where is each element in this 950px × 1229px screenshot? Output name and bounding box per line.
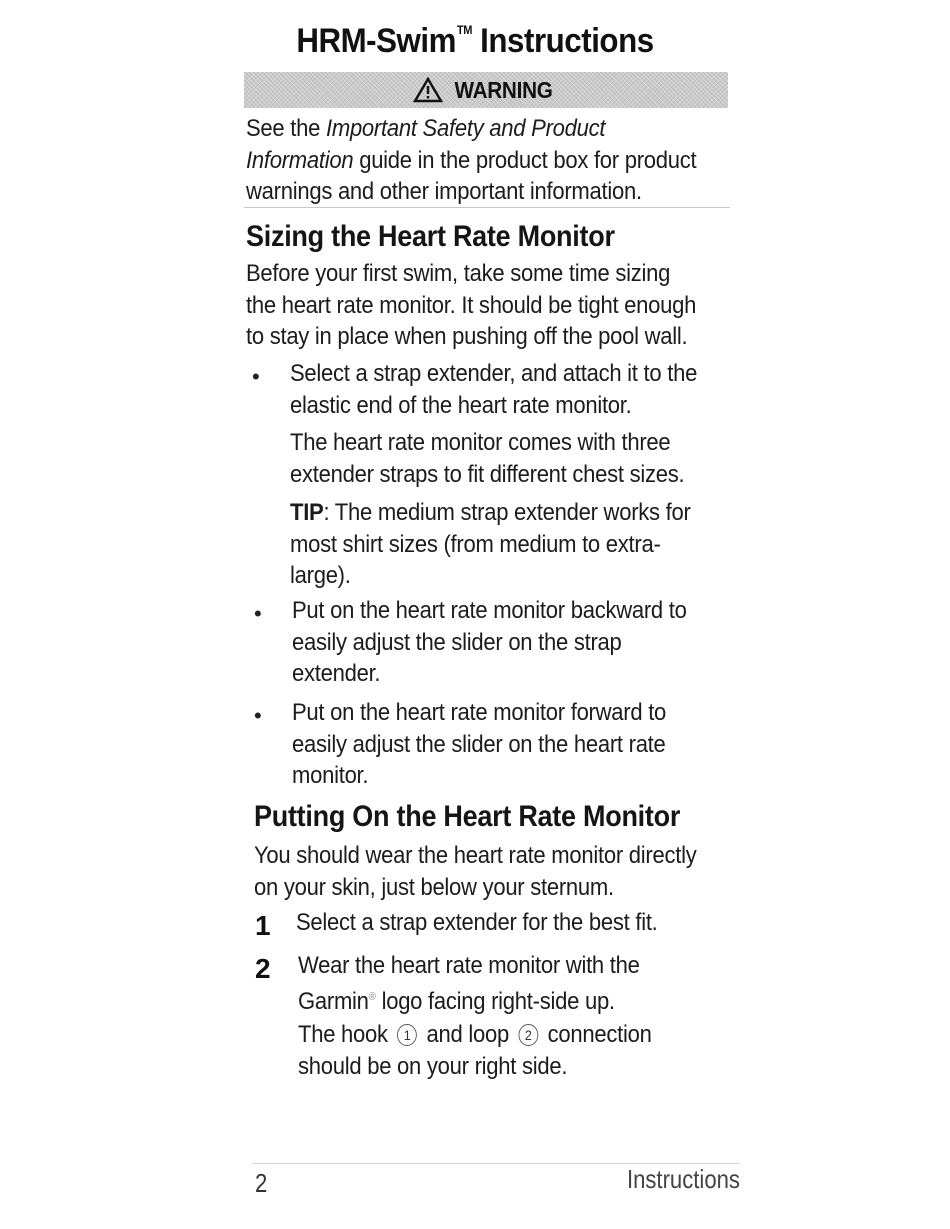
- warning-text: [246, 113, 746, 208]
- registered-mark: ®: [368, 990, 376, 1003]
- text-line: Select a strap extender for the best fit.: [296, 909, 658, 936]
- text-line: : The medium strap extender works for: [323, 499, 691, 526]
- divider: [244, 207, 730, 208]
- tip-note: [290, 497, 735, 592]
- callout-2: 2: [518, 1024, 538, 1046]
- step-number: 2: [255, 953, 271, 984]
- text-line: extender.: [292, 660, 381, 687]
- warning-triangle-icon: [413, 77, 443, 103]
- step-1: [296, 907, 698, 939]
- bullet-note: [290, 427, 728, 490]
- text-line: elastic end of the heart rate monitor.: [290, 391, 632, 419]
- warning-label: WARNING: [454, 76, 554, 103]
- text-line: logo facing right-side up.: [375, 987, 615, 1015]
- text-line: connection: [541, 1021, 652, 1048]
- text-line: You should wear the heart rate monitor directly: [254, 842, 697, 869]
- text-line: easily adjust the slider on the heart rate: [292, 730, 666, 758]
- safety-guide-title: Important Safety and Product: [325, 115, 606, 142]
- page-number: 2: [255, 1168, 268, 1198]
- warning-text-part: See the: [246, 115, 326, 142]
- brand-name: Garmin: [298, 987, 369, 1015]
- text-line: and loop: [420, 1021, 515, 1048]
- text-line: Put on the heart rate monitor backward to: [292, 597, 687, 624]
- text-line: The hook: [298, 1021, 394, 1048]
- step-number: 1: [255, 910, 271, 941]
- text-line: Wear the heart rate monitor with the: [298, 952, 640, 979]
- text-line: Before your first swim, take some time sizing: [246, 260, 671, 287]
- bullet-marker: •: [254, 601, 262, 626]
- bullet-item: [292, 697, 708, 792]
- safety-guide-title-cont: Information: [246, 146, 354, 174]
- text-line: The heart rate monitor comes with three: [290, 429, 671, 456]
- text-line: monitor.: [292, 762, 369, 789]
- warning-text-part: warnings and other important information.: [246, 178, 642, 205]
- bullet-item: [292, 595, 730, 690]
- text-line: easily adjust the slider on the strap: [292, 628, 622, 656]
- text-line: most shirt sizes (from medium to extra-: [290, 530, 661, 558]
- title-suffix: Instructions: [471, 22, 654, 60]
- text-line: should be on your right side.: [298, 1052, 568, 1080]
- text-line: Select a strap extender, and attach it to the: [290, 360, 698, 387]
- sizing-intro: [246, 258, 746, 353]
- section-heading-putting-on: Putting On the Heart Rate Monitor: [254, 800, 681, 833]
- bullet-item: [290, 358, 742, 421]
- text-line: to stay in place when pushing off the pool wall.: [246, 323, 688, 350]
- title-product: HRM-Swim: [296, 22, 456, 60]
- page-title: [38, 22, 912, 61]
- step-2: [298, 950, 678, 1017]
- text-line: Put on the heart rate monitor forward to: [292, 699, 667, 726]
- footer-section-label: Instructions: [626, 1164, 740, 1194]
- warning-banner: [244, 72, 728, 108]
- text-line: extender straps to fit different chest sizes.: [290, 460, 685, 488]
- putting-on-intro: [254, 840, 746, 903]
- text-line: on your skin, just below your sternum.: [254, 873, 614, 901]
- callout-1: 1: [397, 1024, 417, 1046]
- text-line: the heart rate monitor. It should be tight enough: [246, 291, 697, 319]
- warning-text-part: guide in the product box for product: [353, 146, 697, 174]
- text-line: large).: [290, 562, 351, 589]
- trademark-mark: TM: [456, 23, 472, 37]
- tip-label: TIP: [290, 499, 324, 526]
- bullet-marker: •: [252, 364, 260, 389]
- step-2-note: [298, 1019, 691, 1082]
- bullet-marker: •: [254, 703, 262, 728]
- section-heading-sizing: Sizing the Heart Rate Monitor: [246, 220, 615, 253]
